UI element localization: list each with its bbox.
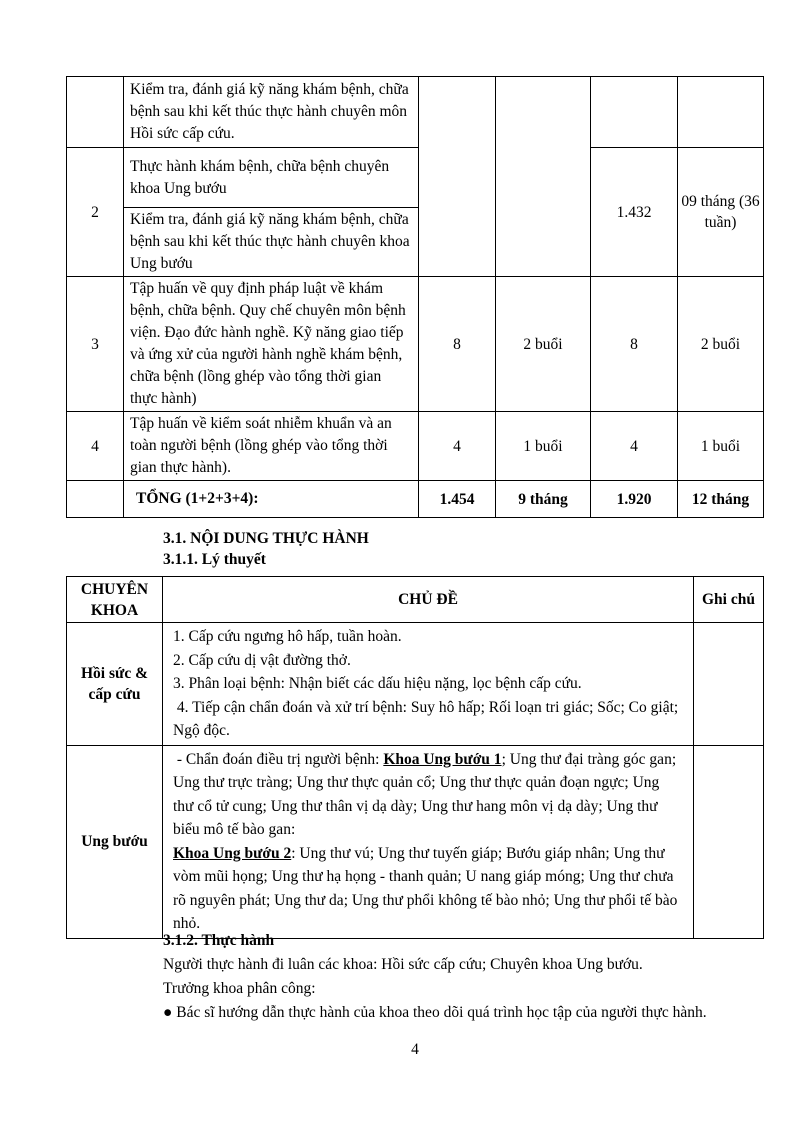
theory-content-table <box>66 576 764 939</box>
topic-cell <box>163 623 694 746</box>
stt-cell <box>67 481 124 518</box>
desc-cell: Tập huấn về kiểm soát nhiễm khuẩn và an toàn người bệnh (lồng ghép vào tổng thời gian thực hành). <box>124 412 419 481</box>
desc-cell: Kiểm tra, đánh giá kỹ năng khám bệnh, chữa bệnh sau khi kết thúc thực hành chuyên khoa Ung bướu <box>124 208 419 277</box>
specialty-cell: Ung bướu <box>67 745 163 938</box>
hours-cell-empty <box>591 77 678 148</box>
topic-item: 4. Tiếp cận chẩn đoán và xử trí bệnh: Suy hô hấp; Rối loạn tri giác; Sốc; Co giật; Ngộ độc. <box>173 698 683 739</box>
topic-bold-underline: Khoa Ung bướu 2 <box>173 844 292 862</box>
topic-item: 1. Cấp cứu ngưng hô hấp, tuần hoàn. <box>173 628 402 645</box>
hours-cell: 8 <box>591 277 678 412</box>
desc-cell: Kiểm tra, đánh giá kỹ năng khám bệnh, chữa bệnh sau khi kết thúc thực hành chuyên môn Hồi sức cấp cứu. <box>124 77 419 148</box>
topic-item: 2. Cấp cứu dị vật đường thở. <box>173 651 351 669</box>
section-heading-3-1-2: 3.1.2. Thực hành <box>163 932 275 949</box>
body-text-block <box>115 929 715 1025</box>
table-row <box>67 148 764 208</box>
stt-cell: 2 <box>67 148 124 277</box>
hours-cell: 4 <box>591 412 678 481</box>
note-cell <box>694 623 764 746</box>
table-row <box>67 77 764 148</box>
topic-text: - Chẩn đoán điều trị người bệnh: <box>173 750 384 768</box>
hours-cell-empty <box>419 77 496 277</box>
topic-paragraph <box>173 748 683 842</box>
hours-cell: 4 <box>419 412 496 481</box>
header-topic: CHỦ ĐỀ <box>163 577 694 623</box>
duration-cell: 2 buổi <box>496 277 591 412</box>
duration-cell: 2 buổi <box>678 277 764 412</box>
desc-cell: Thực hành khám bệnh, chữa bệnh chuyên khoa Ung bướu <box>124 148 419 208</box>
table-row <box>67 277 764 412</box>
total-hours-cell: 1.920 <box>591 481 678 518</box>
bullet-paragraph: ● Bác sĩ hướng dẫn thực hành của khoa theo dõi quá trình học tập của người thực hành. <box>163 1004 707 1021</box>
total-duration-cell: 12 tháng <box>678 481 764 518</box>
stt-cell: 3 <box>67 277 124 412</box>
duration-cell-empty <box>678 77 764 148</box>
topic-bold-underline: Khoa Ung bướu 1 <box>383 750 502 768</box>
hours-cell: 8 <box>419 277 496 412</box>
total-duration-cell: 9 tháng <box>496 481 591 518</box>
table-row <box>67 623 764 746</box>
table-header-row <box>67 577 764 623</box>
total-row <box>67 481 764 518</box>
topic-text: ; Ung thư đại tràng góc gan; Ung thư trực tràng; Ung thư thực quản cổ; Ung thư thực quản đoạn ngực; Ung thư cổ tử cung; Ung thư thân vị dạ dày; Ung thư hang môn vị dạ dày; Ung thư biểu mô tế bào gan: <box>173 750 680 838</box>
specialty-cell: Hồi sức & cấp cứu <box>67 623 163 746</box>
duration-cell: 1 buổi <box>678 412 764 481</box>
table-row <box>67 412 764 481</box>
header-note: Ghi chú <box>694 577 764 623</box>
page-number: 4 <box>411 1041 419 1058</box>
total-row-label: TỔNG (1+2+3+4): <box>124 481 419 518</box>
duration-cell: 1 buổi <box>496 412 591 481</box>
duration-cell-empty <box>496 77 591 277</box>
topic-item: 3. Phân loại bệnh: Nhận biết các dấu hiệu nặng, lọc bệnh cấp cứu. <box>173 675 582 692</box>
topic-paragraph <box>173 842 683 936</box>
section-heading-3-1: 3.1. NỘI DUNG THỰC HÀNH <box>163 530 369 547</box>
paragraph: Trưởng khoa phân công: <box>163 980 316 997</box>
header-specialty: CHUYÊN KHOA <box>67 577 163 623</box>
stt-cell <box>67 77 124 148</box>
section-heading-3-1-1: 3.1.1. Lý thuyết <box>163 551 266 568</box>
hours-cell: 1.432 <box>591 148 678 277</box>
note-cell <box>694 745 764 938</box>
paragraph: Người thực hành đi luân các khoa: Hồi sức cấp cứu; Chuyên khoa Ung bướu. <box>163 956 643 973</box>
topic-text: : Ung thư vú; Ung thư tuyến giáp; Bướu giáp nhân; Ung thư vòm mũi họng; Ung thư hạ họng - thanh quản; U nang giáp móng; Ung thư chưa rõ nguyên phát; Ung thư da; Ung thư phổi không tế bào nhỏ; Ung thư phổi tế bào nhỏ. <box>173 844 682 932</box>
desc-cell: Tập huấn về quy định pháp luật về khám bệnh, chữa bệnh. Quy chế chuyên môn bệnh viện. Đạo đức hành nghề. Kỹ năng giao tiếp và ứng xử của người hành nghề khám bệnh, chữa bệnh (lồng ghép vào tổng thời gian thực hành) <box>124 277 419 412</box>
total-hours-cell: 1.454 <box>419 481 496 518</box>
training-schedule-table <box>66 76 764 518</box>
stt-cell: 4 <box>67 412 124 481</box>
duration-cell: 09 tháng (36 tuần) <box>678 148 764 277</box>
table-row <box>67 745 764 938</box>
topic-cell <box>163 745 694 938</box>
